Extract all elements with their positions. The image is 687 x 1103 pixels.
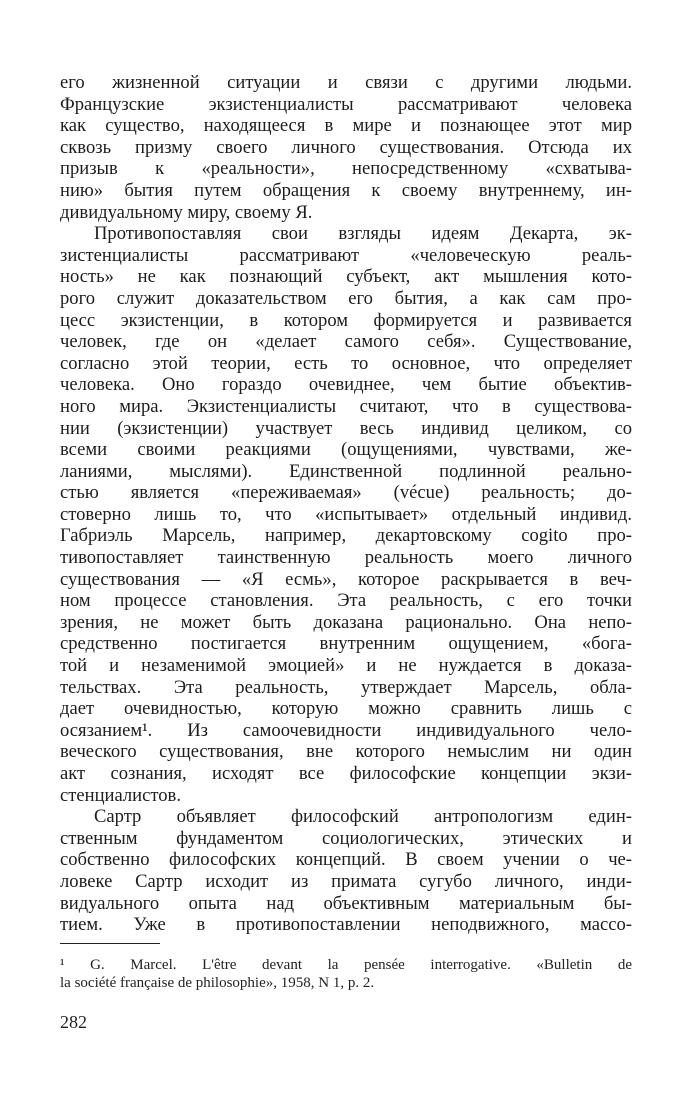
text-line: стоверно лишь то, что «испытывает» отдельный индивид. [60, 503, 632, 525]
text-line: нию» бытия путем обращения к своему внутреннему, ин- [60, 179, 632, 201]
text-line: зрения, не может быть доказана рационально. Она непо- [60, 611, 632, 633]
text-line: Французские экзистенциалисты рассматривают человека [60, 93, 632, 115]
text-line: ном процессе становления. Эта реальность, с его точки [60, 590, 632, 612]
footnote [60, 956, 632, 992]
text-line: тельствах. Эта реальность, утверждает Марсель, обла- [60, 676, 632, 698]
text-line: его жизненной ситуации и связи с другими людьми. [60, 72, 632, 93]
text-line: стенциалистов. [60, 784, 181, 806]
text-line: существования — «Я есмь», которое раскрывается в веч- [60, 568, 632, 590]
text-line: тием. Уже в противопоставлении неподвижного, массо- [60, 914, 632, 936]
text-line: человека. Оно гораздо очевиднее, чем бытие объектив- [60, 374, 632, 396]
text-line: призыв к «реальности», непосредственному «схватыва- [60, 158, 632, 180]
footnote-line: la société française de philosophie», 1958, N 1, p. 2. [60, 975, 375, 991]
page-number: 282 [60, 1012, 87, 1032]
text-line: всеми своими реакциями (ощущениями, чувствами, же- [60, 439, 632, 461]
text-line: ственным фундаментом социологических, этических и [60, 827, 632, 849]
text-line: собственно философских концепций. В своем учении о че- [60, 849, 632, 871]
text-line: осязанием¹. Из самоочевидности индивидуального чело- [60, 719, 632, 741]
text-line: рого служит доказательством его бытия, а как сам про- [60, 287, 632, 309]
text-line: ного мира. Экзистенциалисты считают, что в существова- [60, 395, 632, 417]
text-line: сквозь призму своего личного существования. Отсюда их [60, 136, 632, 158]
paragraph-2 [60, 223, 632, 806]
text-line: ланиями, мыслями). Единственной подлинной реально- [60, 460, 632, 482]
text-line: средственно постигается внутренним ощущением, «бога- [60, 633, 632, 655]
text-line: как существо, находящееся в мире и познающее этот мир [60, 115, 632, 137]
text-line: веческого существования, вне которого немыслим ни один [60, 741, 632, 763]
text-line: цесс экзистенции, в котором формируется и развивается [60, 309, 632, 331]
text-line: дает очевидностью, которую можно сравнить лишь с [60, 698, 632, 720]
text-line: дивидуальному миру, своему Я. [60, 201, 313, 223]
text-line: ловеке Сартр исходит из примата сугубо личного, инди- [60, 870, 632, 892]
text-line: ность» не как познающий субъект, акт мышления кото- [60, 266, 632, 288]
text-line: видуального опыта над объективным материальным бы- [60, 892, 632, 914]
text-line: стью является «переживаемая» (vécue) реальность; до- [60, 482, 632, 504]
paragraph-1 [60, 72, 632, 223]
text-line: той и незаменимой эмоцией» и не нуждается в доказа- [60, 655, 632, 677]
text-line: Габриэль Марсель, например, декартовскому cogito про- [60, 525, 632, 547]
page-body [60, 72, 632, 936]
paragraph-3 [60, 806, 632, 936]
text-line: нии (экзистенции) участвует весь индивид целиком, со [60, 417, 632, 439]
text-line: акт сознания, исходят все философские концепции экзи- [60, 763, 632, 784]
text-line: зистенциалисты рассматривают «человеческую реаль- [60, 244, 632, 266]
text-line: Сартр объявляет философский антропологизм един- [94, 806, 632, 828]
footnote-divider [60, 943, 160, 944]
footnote-line: ¹ G. Marcel. L'être devant la pensée interrogative. «Bulletin de [60, 957, 632, 973]
text-line: согласно этой теории, есть то основное, что определяет [60, 352, 632, 374]
text-line: человек, где он «делает самого себя». Существование, [60, 331, 632, 353]
text-line: тивопоставляет таинственную реальность моего личного [60, 547, 632, 569]
text-line: Противопоставляя свои взгляды идеям Декарта, эк- [94, 223, 632, 245]
